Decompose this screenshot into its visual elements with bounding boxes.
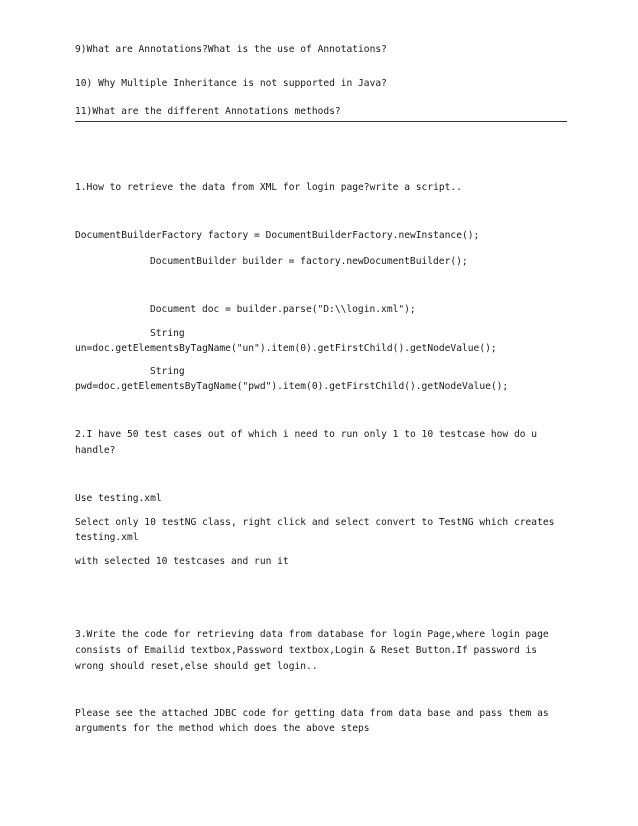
answer-line: Please see the attached JDBC code for getting data from data base and pass them as: [75, 708, 549, 719]
code-line: un=doc.getElementsByTagName("un").item(0).getFirstChild().getNodeValue();: [75, 343, 497, 354]
answer-line: arguments for the method which does the above steps: [75, 723, 370, 734]
code-line: String: [150, 328, 185, 339]
code-line: pwd=doc.getElementsByTagName("pwd").item(0).getFirstChild().getNodeValue();: [75, 381, 509, 392]
question-3: 3.Write the code for retrieving data from database for login Page,where login page: [75, 629, 549, 640]
question-11: 11)What are the different Annotations methods?: [75, 106, 341, 117]
question-2-cont: handle?: [75, 445, 116, 456]
section-divider: [75, 121, 567, 122]
code-line: String: [150, 366, 185, 377]
code-line: DocumentBuilderFactory factory = DocumentBuilderFactory.newInstance();: [75, 230, 480, 241]
answer-line: Use testing.xml: [75, 493, 162, 504]
code-line: DocumentBuilder builder = factory.newDocumentBuilder();: [150, 256, 468, 267]
question-1: 1.How to retrieve the data from XML for login page?write a script..: [75, 182, 462, 193]
question-2: 2.I have 50 test cases out of which i need to run only 1 to 10 testcase how do u: [75, 429, 538, 440]
answer-line: Select only 10 testNG class, right click and select convert to TestNG which creates: [75, 517, 555, 528]
question-3-cont: wrong should reset,else should get login..: [75, 661, 318, 672]
question-9: 9)What are Annotations?What is the use of Annotations?: [75, 44, 387, 55]
answer-line: testing.xml: [75, 532, 139, 543]
answer-line: with selected 10 testcases and run it: [75, 556, 289, 567]
question-10: 10) Why Multiple Inheritance is not supported in Java?: [75, 78, 387, 89]
code-line: Document doc = builder.parse("D:\\login.xml");: [150, 304, 416, 315]
question-3-cont: consists of Emailid textbox,Password textbox,Login & Reset Button.If password is: [75, 645, 538, 656]
